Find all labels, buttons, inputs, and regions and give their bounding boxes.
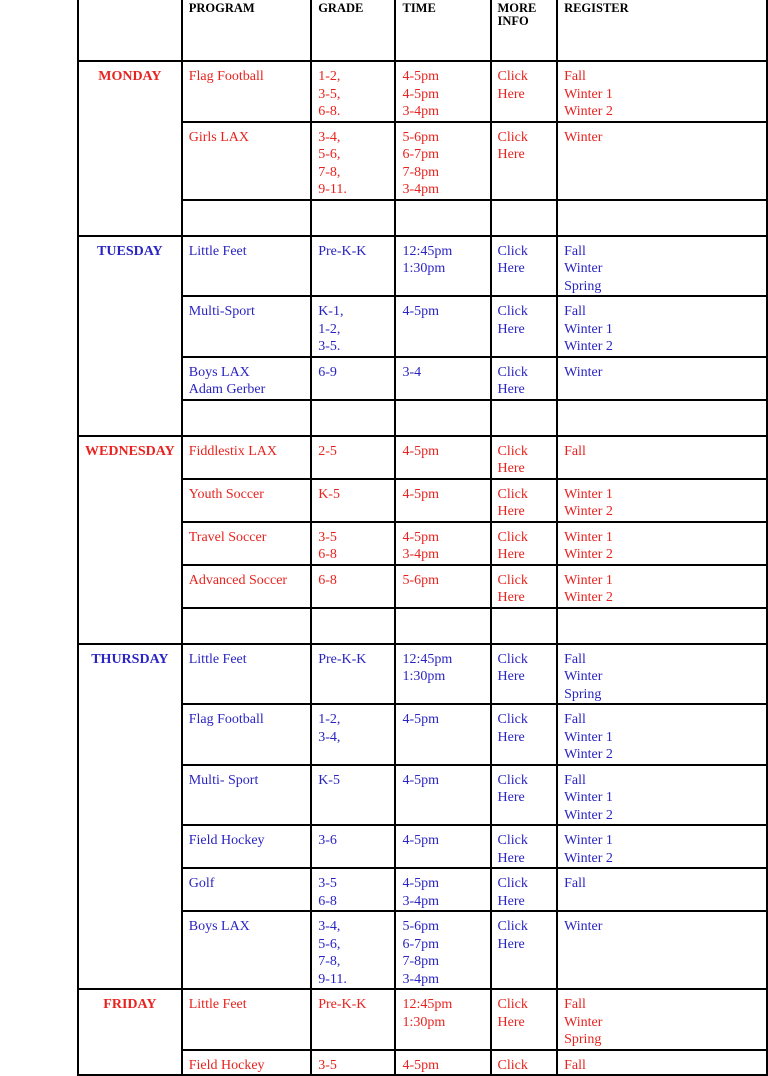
register-link[interactable] bbox=[557, 989, 767, 1050]
more-info-link[interactable] bbox=[491, 825, 558, 868]
register-link-line[interactable]: Winter bbox=[564, 669, 603, 684]
program-cell bbox=[182, 436, 311, 479]
more-info-link-line[interactable]: Click bbox=[497, 364, 528, 380]
register-link[interactable] bbox=[557, 704, 767, 765]
register-link-line[interactable]: Spring bbox=[564, 686, 602, 702]
grade-cell-line: 9-11. bbox=[318, 971, 347, 987]
table-row bbox=[78, 911, 767, 989]
empty-cell bbox=[311, 400, 395, 436]
register-link-line[interactable]: Fall bbox=[564, 243, 586, 259]
program-cell bbox=[182, 911, 311, 989]
time-cell-line: 5-6pm bbox=[402, 919, 440, 934]
time-cell bbox=[395, 1050, 490, 1076]
empty-cell bbox=[311, 200, 395, 236]
time-header: TIME bbox=[395, 0, 490, 61]
time-cell-line: 3-4pm bbox=[402, 104, 440, 119]
grade-cell-line: 9-11. bbox=[318, 182, 347, 197]
grade-cell bbox=[311, 479, 395, 522]
program-cell bbox=[182, 479, 311, 522]
schedule-body bbox=[78, 61, 767, 1075]
more-info-link-line[interactable]: Here bbox=[497, 893, 525, 909]
more-info-link[interactable] bbox=[491, 296, 558, 357]
spacer-row bbox=[78, 608, 767, 644]
more-info-link-line[interactable]: Click bbox=[497, 486, 528, 502]
register-link-line[interactable]: Winter 1 bbox=[564, 321, 613, 337]
register-link[interactable] bbox=[557, 122, 767, 200]
table-row bbox=[78, 825, 767, 868]
empty-cell bbox=[557, 200, 767, 236]
grade-cell-line: 6-9 bbox=[318, 364, 337, 380]
program-cell bbox=[182, 704, 311, 765]
grade-cell bbox=[311, 825, 395, 868]
register-link[interactable] bbox=[557, 61, 767, 122]
day-label-wednesday: WEDNESDAY bbox=[78, 436, 182, 644]
grade-cell bbox=[311, 236, 395, 297]
time-cell-line: 4-5pm bbox=[402, 86, 440, 102]
register-link-line[interactable]: Fall bbox=[564, 772, 586, 788]
table-row bbox=[78, 644, 767, 705]
spacer-row bbox=[78, 200, 767, 236]
more-info-link-line[interactable]: Here bbox=[497, 547, 525, 562]
program-cell bbox=[182, 522, 311, 565]
more-info-link-line[interactable]: Here bbox=[497, 86, 525, 102]
table-row bbox=[78, 704, 767, 765]
time-cell-line: 3-4pm bbox=[402, 971, 440, 987]
grade-cell bbox=[311, 565, 395, 608]
program-cell-line: Youth Soccer bbox=[188, 486, 264, 502]
table-row bbox=[78, 296, 767, 357]
grade-cell-line: Pre-K-K bbox=[318, 243, 367, 259]
grade-cell bbox=[311, 644, 395, 705]
program-cell-line: Travel Soccer bbox=[188, 529, 267, 545]
grade-cell bbox=[311, 704, 395, 765]
time-cell bbox=[395, 644, 490, 705]
grade-cell-line: 5-6, bbox=[318, 936, 341, 952]
register-link-line[interactable]: Winter 1 bbox=[564, 486, 613, 502]
table-row bbox=[78, 61, 767, 122]
register-link-line[interactable]: Winter bbox=[564, 364, 603, 380]
more-info-link-line[interactable]: Click bbox=[497, 243, 528, 259]
more-info-link-line[interactable]: Here bbox=[497, 669, 525, 684]
time-cell bbox=[395, 522, 490, 565]
time-cell bbox=[395, 296, 490, 357]
register-link-line[interactable]: Winter 1 bbox=[564, 833, 613, 848]
program-cell bbox=[182, 122, 311, 200]
grade-cell bbox=[311, 911, 395, 989]
grade-cell-line: 3-5 bbox=[318, 1057, 337, 1073]
time-cell bbox=[395, 479, 490, 522]
grade-cell-line: Pre-K-K bbox=[318, 651, 367, 667]
register-link[interactable] bbox=[557, 1050, 767, 1076]
program-cell-line: Golf bbox=[188, 876, 215, 891]
more-info-link[interactable] bbox=[491, 357, 558, 400]
more-info-link-line[interactable]: Click bbox=[497, 529, 528, 545]
more-info-link-line[interactable]: Here bbox=[497, 261, 525, 276]
register-link-line[interactable]: Winter bbox=[564, 1014, 603, 1030]
table-row bbox=[78, 236, 767, 297]
grade-cell-line: 3-4, bbox=[318, 129, 341, 145]
more-info-link-line[interactable]: Click bbox=[497, 876, 528, 891]
register-link-line[interactable]: Winter 2 bbox=[564, 339, 613, 354]
more-info-link-line[interactable]: Click bbox=[497, 69, 528, 84]
time-cell bbox=[395, 122, 490, 200]
grade-cell-line: 5-6, bbox=[318, 147, 341, 162]
grade-cell bbox=[311, 122, 395, 200]
more-info-link-line[interactable]: Here bbox=[497, 382, 525, 397]
register-link-line[interactable]: Winter 2 bbox=[564, 590, 613, 605]
register-link-line[interactable]: Fall bbox=[564, 443, 586, 459]
time-cell-line: 1:30pm bbox=[402, 1014, 446, 1030]
register-link-line[interactable]: Winter bbox=[564, 261, 603, 276]
table-row bbox=[78, 522, 767, 565]
grade-cell-line: 7-8, bbox=[318, 954, 341, 969]
more-info-link[interactable] bbox=[491, 868, 558, 911]
grade-cell-line: 1-2, bbox=[318, 69, 341, 84]
register-link-line[interactable]: Fall bbox=[564, 304, 586, 319]
grade-cell-line: 6-8. bbox=[318, 104, 341, 119]
register-link-line[interactable]: Winter 2 bbox=[564, 807, 613, 823]
register-link[interactable] bbox=[557, 357, 767, 400]
grade-header: GRADE bbox=[311, 0, 395, 61]
time-cell bbox=[395, 236, 490, 297]
register-link-line[interactable]: Spring bbox=[564, 278, 602, 294]
more-info-link-line[interactable]: Click bbox=[497, 572, 528, 588]
more-info-link[interactable] bbox=[491, 989, 558, 1050]
program-cell-line: Boys LAX bbox=[188, 364, 250, 380]
program-cell-line: Fiddlestix LAX bbox=[188, 443, 278, 459]
register-link[interactable] bbox=[557, 765, 767, 826]
register-link-line[interactable]: Fall bbox=[564, 69, 586, 84]
time-cell-line: 12:45pm bbox=[402, 997, 453, 1012]
grade-cell bbox=[311, 989, 395, 1050]
time-cell-line: 3-4pm bbox=[402, 547, 440, 562]
grade-cell-line: 3-6 bbox=[318, 833, 337, 848]
program-cell-line: Multi- Sport bbox=[188, 772, 259, 788]
empty-cell bbox=[557, 400, 767, 436]
time-cell-line: 6-7pm bbox=[402, 147, 440, 162]
register-link-line[interactable]: Fall bbox=[564, 712, 586, 727]
table-row bbox=[78, 122, 767, 200]
more-info-link[interactable] bbox=[491, 236, 558, 297]
program-cell-line: Multi-Sport bbox=[188, 304, 255, 319]
more-info-link[interactable] bbox=[491, 1050, 558, 1076]
program-cell bbox=[182, 357, 311, 400]
program-cell-line: Girls LAX bbox=[188, 129, 250, 145]
empty-cell bbox=[491, 200, 558, 236]
grade-cell-line: 6-8 bbox=[318, 547, 337, 562]
time-cell-line: 4-5pm bbox=[402, 772, 440, 788]
grade-cell-line: 7-8, bbox=[318, 164, 341, 180]
time-cell-line: 3-4 bbox=[402, 364, 422, 380]
time-cell-line: 7-8pm bbox=[402, 954, 440, 969]
time-cell-line: 4-5pm bbox=[402, 443, 440, 459]
register-link[interactable] bbox=[557, 522, 767, 565]
program-header: PROGRAM bbox=[182, 0, 311, 61]
time-cell-line: 4-5pm bbox=[402, 304, 440, 319]
time-cell bbox=[395, 911, 490, 989]
more-info-link-line[interactable]: Here bbox=[497, 850, 525, 866]
time-cell bbox=[395, 61, 490, 122]
grade-cell bbox=[311, 357, 395, 400]
program-cell bbox=[182, 1050, 311, 1076]
more-info-link-line[interactable]: Click bbox=[497, 1057, 528, 1073]
table-row bbox=[78, 565, 767, 608]
empty-cell bbox=[182, 608, 311, 644]
more-info-link[interactable] bbox=[491, 479, 558, 522]
day-header bbox=[78, 0, 182, 61]
grade-cell bbox=[311, 296, 395, 357]
more-info-link-line[interactable]: Click bbox=[497, 833, 528, 848]
register-header: REGISTER bbox=[557, 0, 767, 61]
grade-cell bbox=[311, 522, 395, 565]
grade-cell-line: 3-4, bbox=[318, 919, 341, 934]
more-info-link-line[interactable]: Here bbox=[497, 590, 525, 605]
time-cell-line: 4-5pm bbox=[402, 833, 440, 848]
empty-cell bbox=[395, 608, 490, 644]
register-link-line[interactable]: Winter 2 bbox=[564, 104, 613, 119]
register-link-line[interactable]: Spring bbox=[564, 1032, 602, 1047]
grade-cell-line: 3-5 bbox=[318, 876, 337, 891]
grade-cell-line: 6-8 bbox=[318, 893, 337, 909]
table-row bbox=[78, 357, 767, 400]
program-cell-line: Advanced Soccer bbox=[188, 572, 288, 588]
more-info-link[interactable] bbox=[491, 436, 558, 479]
grade-cell-line: 3-5. bbox=[318, 339, 341, 354]
register-link-line[interactable]: Fall bbox=[564, 876, 586, 891]
program-cell-line: Little Feet bbox=[188, 243, 247, 259]
table-row bbox=[78, 436, 767, 479]
more-info-link[interactable] bbox=[491, 644, 558, 705]
more-info-header bbox=[491, 0, 558, 61]
program-cell-line: Flag Football bbox=[188, 69, 264, 84]
register-link-line[interactable]: Winter 2 bbox=[564, 747, 613, 762]
time-cell-line: 12:45pm bbox=[402, 243, 453, 259]
empty-cell bbox=[395, 200, 490, 236]
register-link-line[interactable]: Fall bbox=[564, 997, 586, 1012]
register-link-line[interactable]: Winter bbox=[564, 919, 603, 934]
register-link-line[interactable]: Fall bbox=[564, 1057, 586, 1073]
more-info-link-line[interactable]: Click bbox=[497, 443, 528, 459]
more-info-header-line: MORE bbox=[497, 1, 537, 15]
register-link-line[interactable]: Winter 1 bbox=[564, 572, 613, 588]
grade-cell bbox=[311, 61, 395, 122]
grade-cell-line: K-5 bbox=[318, 486, 340, 502]
table-row bbox=[78, 989, 767, 1050]
header-row bbox=[78, 0, 767, 61]
time-cell-line: 7-8pm bbox=[402, 164, 440, 180]
program-cell bbox=[182, 989, 311, 1050]
program-cell bbox=[182, 236, 311, 297]
day-label-monday: MONDAY bbox=[78, 61, 182, 236]
more-info-link[interactable] bbox=[491, 522, 558, 565]
register-link[interactable] bbox=[557, 565, 767, 608]
register-link-line[interactable]: Winter 1 bbox=[564, 529, 613, 545]
time-cell-line: 6-7pm bbox=[402, 936, 440, 952]
register-link-line[interactable]: Winter bbox=[564, 129, 603, 145]
time-cell bbox=[395, 765, 490, 826]
more-info-link[interactable] bbox=[491, 565, 558, 608]
time-cell-line: 4-5pm bbox=[402, 529, 440, 545]
register-link-line[interactable]: Winter 2 bbox=[564, 504, 613, 519]
time-cell-line: 5-6pm bbox=[402, 129, 440, 145]
more-info-link[interactable] bbox=[491, 704, 558, 765]
schedule-table bbox=[77, 0, 768, 1076]
grade-cell-line: K-1, bbox=[318, 304, 344, 319]
more-info-link[interactable] bbox=[491, 765, 558, 826]
spacer-row bbox=[78, 400, 767, 436]
more-info-link-line[interactable]: Click bbox=[497, 919, 528, 934]
empty-cell bbox=[557, 608, 767, 644]
time-cell bbox=[395, 436, 490, 479]
time-cell-line: 1:30pm bbox=[402, 261, 446, 276]
more-info-link-line[interactable]: Click bbox=[497, 651, 528, 667]
more-info-link-line[interactable]: Click bbox=[497, 712, 528, 727]
register-link[interactable] bbox=[557, 236, 767, 297]
more-info-link-line[interactable]: Here bbox=[497, 790, 525, 805]
program-cell bbox=[182, 61, 311, 122]
time-cell bbox=[395, 868, 490, 911]
more-info-link[interactable] bbox=[491, 911, 558, 989]
day-label-tuesday: TUESDAY bbox=[78, 236, 182, 436]
empty-cell bbox=[311, 608, 395, 644]
program-cell bbox=[182, 868, 311, 911]
program-cell bbox=[182, 644, 311, 705]
grade-cell-line: K-5 bbox=[318, 772, 340, 788]
grade-cell-line: Pre-K-K bbox=[318, 997, 367, 1012]
more-info-link-line[interactable]: Here bbox=[497, 321, 525, 337]
time-cell bbox=[395, 989, 490, 1050]
program-cell bbox=[182, 565, 311, 608]
time-cell-line: 3-4pm bbox=[402, 893, 440, 909]
program-cell bbox=[182, 765, 311, 826]
more-info-link-line[interactable]: Here bbox=[497, 936, 525, 952]
register-link[interactable] bbox=[557, 644, 767, 705]
table-row bbox=[78, 868, 767, 911]
register-link[interactable] bbox=[557, 296, 767, 357]
program-cell-line: Field Hockey bbox=[188, 1057, 265, 1073]
register-link[interactable] bbox=[557, 868, 767, 911]
more-info-link[interactable] bbox=[491, 122, 558, 200]
more-info-link-line[interactable]: Here bbox=[497, 504, 525, 519]
grade-cell bbox=[311, 1050, 395, 1076]
more-info-link-line[interactable]: Click bbox=[497, 997, 528, 1012]
time-cell-line: 4-5pm bbox=[402, 1057, 440, 1073]
more-info-link-line[interactable]: Here bbox=[497, 729, 525, 745]
time-cell-line: 4-5pm bbox=[402, 712, 440, 727]
time-cell-line: 4-5pm bbox=[402, 876, 440, 891]
table-row bbox=[78, 1050, 767, 1076]
program-cell-line: Little Feet bbox=[188, 997, 247, 1012]
grade-cell-line: 3-4, bbox=[318, 729, 341, 745]
time-cell-line: 5-6pm bbox=[402, 572, 440, 588]
grade-cell-line: 2-5 bbox=[318, 443, 337, 459]
empty-cell bbox=[395, 400, 490, 436]
grade-cell bbox=[311, 868, 395, 911]
more-info-link-line[interactable]: Click bbox=[497, 772, 528, 788]
grade-cell bbox=[311, 436, 395, 479]
time-cell-line: 12:45pm bbox=[402, 651, 453, 667]
empty-cell bbox=[182, 200, 311, 236]
day-label-thursday: THURSDAY bbox=[78, 644, 182, 990]
program-cell-line: Adam Gerber bbox=[188, 382, 266, 397]
more-info-link-line[interactable]: Here bbox=[497, 147, 525, 162]
more-info-link-line[interactable]: Here bbox=[497, 1014, 525, 1030]
time-cell bbox=[395, 704, 490, 765]
empty-cell bbox=[491, 400, 558, 436]
grade-cell-line: 6-8 bbox=[318, 572, 337, 588]
register-link-line[interactable]: Winter 2 bbox=[564, 850, 613, 866]
time-cell bbox=[395, 825, 490, 868]
register-link[interactable] bbox=[557, 825, 767, 868]
program-cell-line: Field Hockey bbox=[188, 833, 265, 848]
more-info-link-line[interactable]: Here bbox=[497, 461, 525, 476]
program-cell bbox=[182, 825, 311, 868]
more-info-link-line[interactable]: Click bbox=[497, 304, 528, 319]
time-cell-line: 4-5pm bbox=[402, 69, 440, 84]
more-info-header-line: INFO bbox=[497, 14, 529, 28]
more-info-link-line[interactable]: Click bbox=[497, 129, 528, 145]
time-cell-line: 4-5pm bbox=[402, 486, 440, 502]
program-cell-line: Flag Football bbox=[188, 712, 264, 727]
grade-cell-line: 3-5 bbox=[318, 529, 337, 545]
more-info-link[interactable] bbox=[491, 61, 558, 122]
register-link[interactable] bbox=[557, 479, 767, 522]
time-cell-line: 3-4pm bbox=[402, 182, 440, 197]
table-row bbox=[78, 765, 767, 826]
register-link-line[interactable]: Winter 2 bbox=[564, 547, 613, 562]
program-cell-line: Boys LAX bbox=[188, 919, 250, 934]
register-link[interactable] bbox=[557, 911, 767, 989]
time-cell bbox=[395, 565, 490, 608]
time-cell-line: 1:30pm bbox=[402, 669, 446, 684]
grade-cell-line: 1-2, bbox=[318, 712, 341, 727]
empty-cell bbox=[182, 400, 311, 436]
register-link-line[interactable]: Winter 1 bbox=[564, 729, 613, 745]
register-link-line[interactable]: Winter 1 bbox=[564, 86, 613, 102]
empty-cell bbox=[491, 608, 558, 644]
grade-cell bbox=[311, 765, 395, 826]
table-row bbox=[78, 479, 767, 522]
register-link-line[interactable]: Winter 1 bbox=[564, 790, 613, 805]
grade-cell-line: 3-5, bbox=[318, 86, 341, 102]
register-link[interactable] bbox=[557, 436, 767, 479]
grade-cell-line: 1-2, bbox=[318, 321, 341, 337]
register-link-line[interactable]: Fall bbox=[564, 651, 586, 667]
day-label-friday: FRIDAY bbox=[78, 989, 182, 1075]
program-cell-line: Little Feet bbox=[188, 651, 247, 667]
time-cell bbox=[395, 357, 490, 400]
program-cell bbox=[182, 296, 311, 357]
